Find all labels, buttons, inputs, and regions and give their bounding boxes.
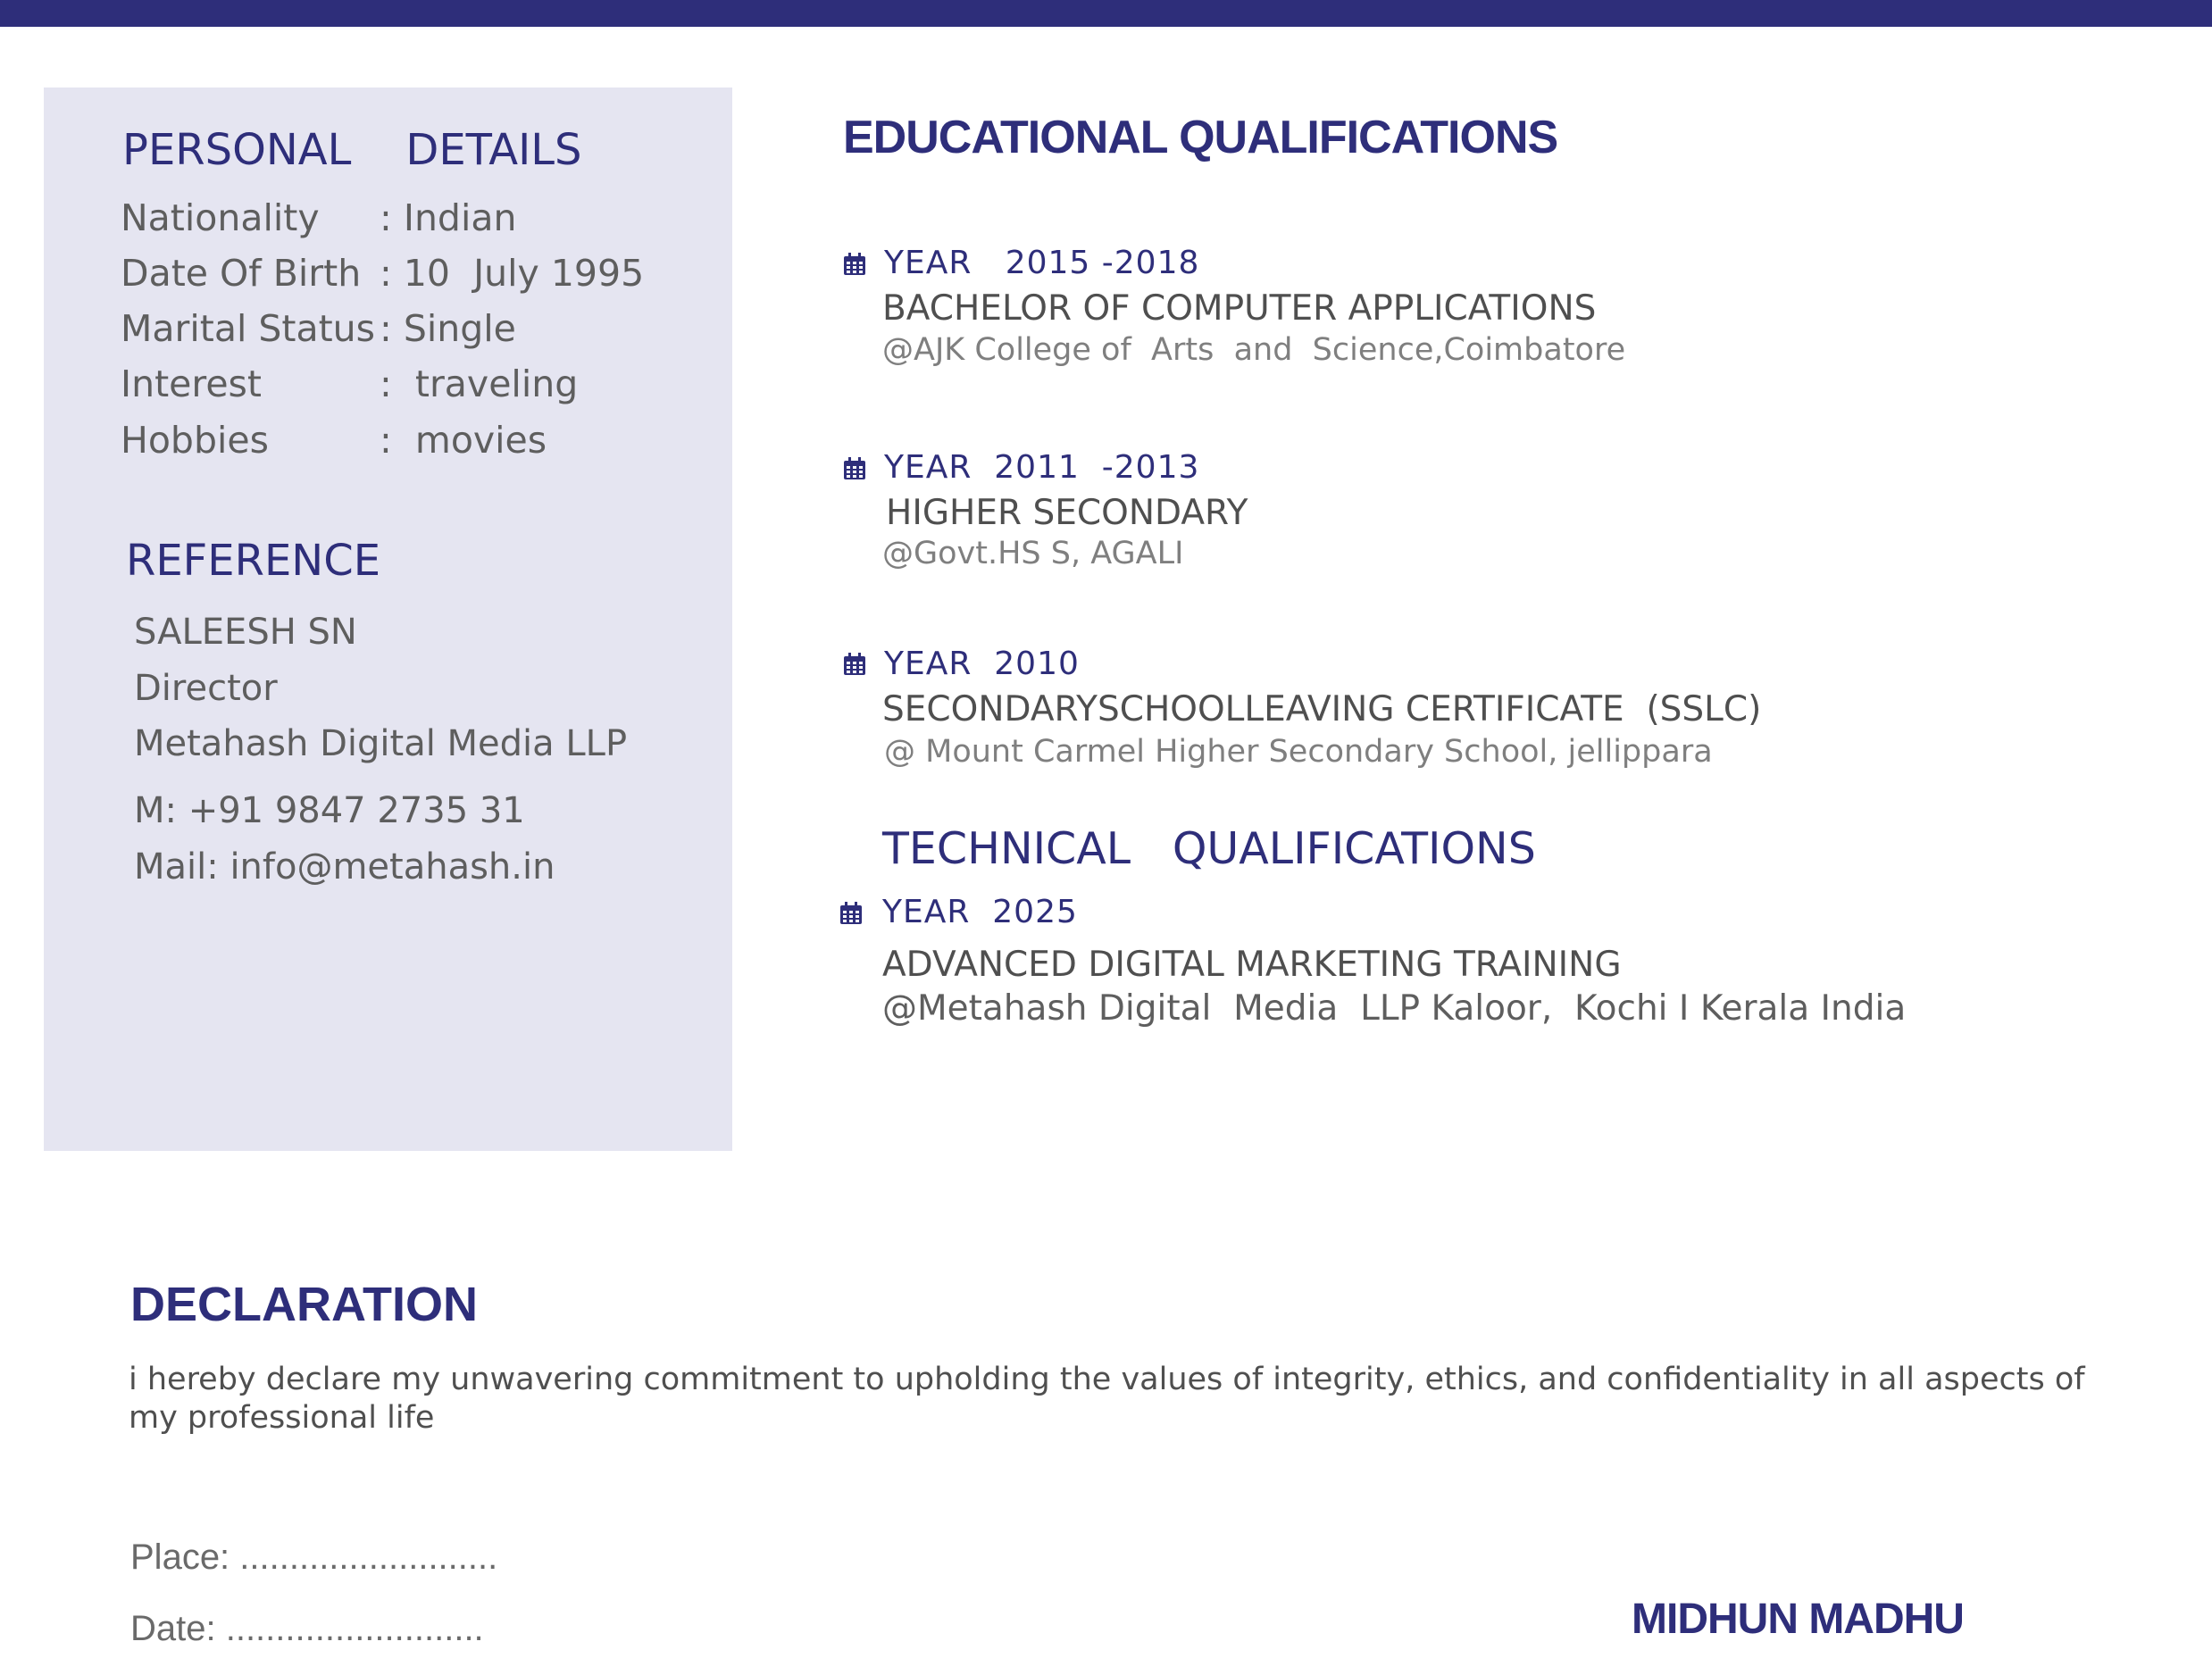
dob-label: Date Of Birth: [121, 252, 362, 295]
education-degree: BACHELOR OF COMPUTER APPLICATIONS: [882, 288, 1597, 329]
place-field: Place: ..........................: [130, 1538, 498, 1577]
reference-name: SALEESH SN: [134, 612, 357, 653]
reference-heading: REFERENCE: [126, 536, 381, 586]
education-heading: EDUCATIONAL QUALIFICATIONS: [843, 112, 1558, 163]
education-degree: SECONDARYSCHOOLLEAVING CERTIFICATE (SSLC): [882, 689, 1762, 729]
interest-value: : traveling: [380, 362, 579, 405]
signatory-name: MIDHUN MADHU: [1632, 1596, 1964, 1643]
reference-designation: Director: [134, 668, 278, 709]
hobbies-value: : movies: [380, 419, 547, 462]
education-institution: @Govt.HS S, AGALI: [882, 536, 1184, 571]
education-year: YEAR 2010: [884, 646, 1080, 682]
personal-details-heading: PERSONAL DETAILS: [122, 125, 582, 175]
education-institution: @ Mount Carmel Higher Secondary School, jellippara: [884, 734, 1713, 770]
reference-mobile: M: +91 9847 2735 31: [134, 790, 525, 831]
technical-course: ADVANCED DIGITAL MARKETING TRAINING: [882, 945, 1622, 985]
education-year: YEAR 2015 -2018: [884, 245, 1200, 281]
technical-year: YEAR 2025: [882, 894, 1078, 930]
date-field: Date: ..........................: [130, 1609, 484, 1648]
dob-value: : 10 July 1995: [380, 252, 645, 295]
declaration-text: i hereby declare my unwavering commitment to upholding the values of integrity, ethics, and confidentiality in all aspects of my professional life: [129, 1362, 2085, 1436]
education-year: YEAR 2011 -2013: [884, 449, 1200, 486]
nationality-value: : Indian: [380, 196, 517, 239]
technical-heading: TECHNICAL QUALIFICATIONS: [882, 823, 1536, 874]
hobbies-label: Hobbies: [121, 419, 269, 462]
declaration-heading: DECLARATION: [130, 1278, 478, 1331]
marital-status-value: : Single: [380, 307, 516, 350]
education-institution: @AJK College of Arts and Science,Coimbatore: [882, 332, 1626, 368]
reference-mail: Mail: info@metahash.in: [134, 846, 555, 888]
interest-label: Interest: [121, 362, 262, 405]
marital-status-label: Marital Status: [121, 307, 376, 350]
calendar-icon: [839, 902, 863, 925]
calendar-icon: [843, 457, 866, 480]
calendar-icon: [843, 653, 866, 676]
calendar-icon: [843, 253, 866, 276]
top-accent-bar: [0, 0, 2212, 27]
education-degree: HIGHER SECONDARY: [886, 493, 1248, 533]
nationality-label: Nationality: [121, 196, 320, 239]
reference-company: Metahash Digital Media LLP: [134, 723, 628, 764]
technical-institution: @Metahash Digital Media LLP Kaloor, Kochi I Kerala India: [882, 988, 1907, 1029]
